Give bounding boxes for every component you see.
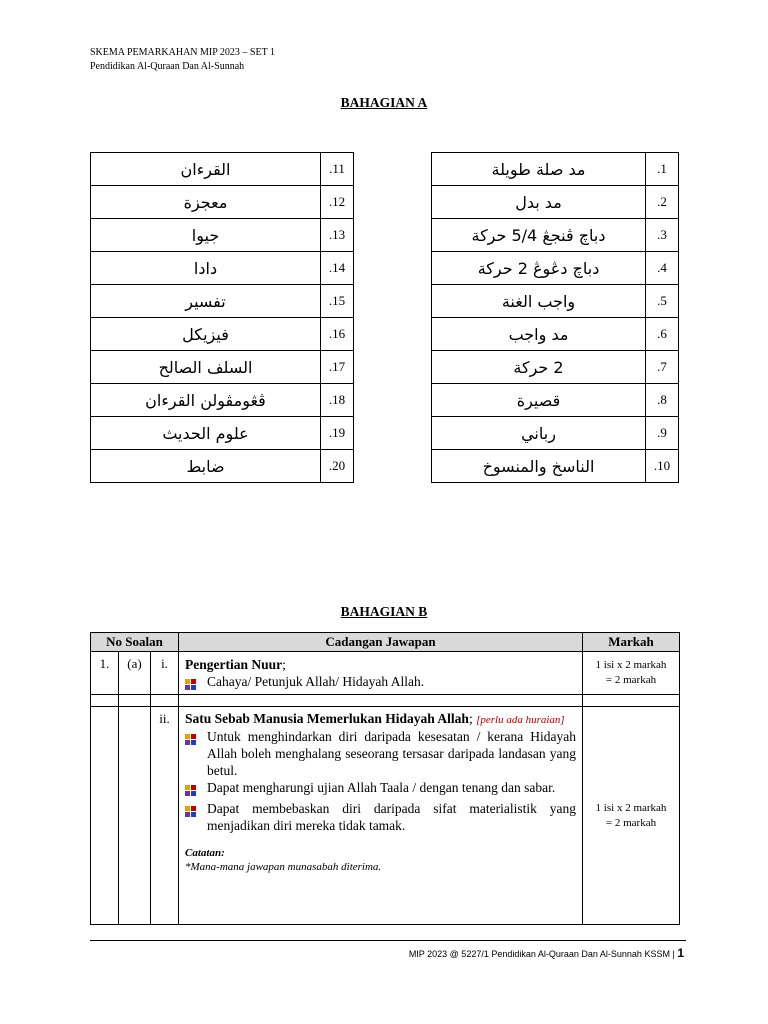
answer-word: قصيرة — [432, 384, 646, 417]
answer-word: ضابط — [91, 450, 321, 483]
document-header — [90, 46, 275, 74]
table-row — [91, 450, 354, 483]
answer-word: فيزيكل — [91, 318, 321, 351]
header-no-soalan: No Soalan — [91, 633, 179, 652]
answer-ii-heading-suffix: ; — [468, 711, 473, 726]
table-row — [91, 318, 354, 351]
section-a-title: BAHAGIAN A — [340, 95, 428, 110]
table-row — [432, 252, 679, 285]
table-row — [432, 219, 679, 252]
item-number: .15 — [321, 285, 354, 318]
section-b-table — [90, 632, 680, 925]
header-jawapan: Cadangan Jawapan — [179, 633, 583, 652]
table-row — [91, 285, 354, 318]
item-number: .14 — [321, 252, 354, 285]
answer-ii-bullet-1: Untuk menghindarkan diri daripada kesesatan / kerana Hidayah Allah boleh menghalang seseorang tersasar daripada landasan yang betul. — [207, 729, 576, 778]
item-number: .2 — [646, 186, 679, 219]
answer-word: السلف الصالح — [91, 351, 321, 384]
catatan-text: *Mana-mana jawapan munasabah diterima. — [185, 861, 382, 873]
bullet-icon — [185, 804, 207, 821]
answer-ii-note: [perlu ada huraian] — [476, 714, 565, 726]
item-number: .8 — [646, 384, 679, 417]
answer-word: دادا — [91, 252, 321, 285]
item-number: .6 — [646, 318, 679, 351]
answer-word: دباچ ڤنجڠ 5/4 حركة — [432, 219, 646, 252]
answer-word: معجزة — [91, 186, 321, 219]
catatan-label: Catatan: — [185, 847, 225, 859]
answer-word: القرءان — [91, 153, 321, 186]
question-number: 1. — [91, 652, 119, 695]
section-b-title: BAHAGIAN B — [340, 604, 428, 619]
table-row — [432, 450, 679, 483]
list-item — [185, 728, 576, 779]
list-item — [185, 673, 576, 694]
table-row — [432, 153, 679, 186]
item-number: .4 — [646, 252, 679, 285]
item-number: .17 — [321, 351, 354, 384]
header-markah: Markah — [583, 633, 680, 652]
item-number: .20 — [321, 450, 354, 483]
table-row — [432, 351, 679, 384]
table-row — [91, 219, 354, 252]
table-row — [91, 351, 354, 384]
table-row — [91, 384, 354, 417]
answer-i-heading-suffix: ; — [282, 657, 286, 672]
answer-word: 2 حركة — [432, 351, 646, 384]
page-footer: MIP 2023 @ 5227/1 Pendidikan Al-Quraan Dan Al-Sunnah KSSM | 1 — [408, 946, 684, 960]
item-number: .10 — [646, 450, 679, 483]
answer-word: دباچ دڠوڠ 2 حركة — [432, 252, 646, 285]
table-row — [432, 318, 679, 351]
table-row — [91, 252, 354, 285]
answer-ii — [179, 707, 583, 925]
marks-i-line2: = 2 markah — [605, 674, 657, 686]
marks-ii-line2: = 2 markah — [605, 816, 657, 829]
answer-word: واجب الغنة — [432, 285, 646, 318]
question-part: (a) — [119, 652, 151, 695]
item-number: .13 — [321, 219, 354, 252]
item-number: .5 — [646, 285, 679, 318]
section-a-right-table — [431, 152, 679, 483]
header-line-1: SKEMA PEMARKAHAN MIP 2023 – SET 1 — [90, 47, 276, 58]
table-row — [432, 384, 679, 417]
marks-ii-line1: 1 isi x 2 markah — [595, 801, 667, 814]
marks-i-line1: 1 isi x 2 markah — [595, 659, 667, 671]
item-number: .16 — [321, 318, 354, 351]
footer-text: MIP 2023 @ 5227/1 Pendidikan Al-Quraan Dan Al-Sunnah KSSM — [408, 949, 670, 959]
answer-word: علوم الحديث — [91, 417, 321, 450]
list-item — [185, 779, 576, 800]
answer-word: تفسير — [91, 285, 321, 318]
page-number: 1 — [677, 946, 684, 960]
section-a-left-table — [90, 152, 354, 483]
question-sub-i: i. — [151, 652, 179, 695]
table-row — [91, 153, 354, 186]
answer-ii-heading: Satu Sebab Manusia Memerlukan Hidayah Allah — [185, 711, 469, 726]
bullet-icon — [185, 732, 207, 749]
answer-i — [179, 652, 583, 695]
answer-word: مد واجب — [432, 318, 646, 351]
bullet-icon — [185, 677, 207, 694]
answer-word: جيوا — [91, 219, 321, 252]
answer-word: مد صلة طويلة — [432, 153, 646, 186]
table-row — [432, 417, 679, 450]
answer-word: رباني — [432, 417, 646, 450]
marks-i — [583, 652, 680, 695]
footer-divider — [90, 940, 686, 941]
item-number: .9 — [646, 417, 679, 450]
answer-word: الناسخ والمنسوخ — [432, 450, 646, 483]
answer-ii-bullet-2: Dapat mengharungi ujian Allah Taala / dengan tenang dan sabar. — [207, 780, 556, 795]
header-line-2: Pendidikan Al-Quraan Dan Al-Sunnah — [90, 61, 245, 72]
item-number: .1 — [646, 153, 679, 186]
item-number: .7 — [646, 351, 679, 384]
answer-i-heading: Pengertian Nuur — [185, 657, 283, 672]
list-item — [185, 800, 576, 834]
item-number: .11 — [321, 153, 354, 186]
table-row — [432, 186, 679, 219]
table-row — [432, 285, 679, 318]
item-number: .18 — [321, 384, 354, 417]
answer-word: مد بدل — [432, 186, 646, 219]
marks-ii — [583, 707, 680, 925]
question-sub-ii: ii. — [151, 707, 179, 925]
answer-ii-bullet-3: Dapat membebaskan diri daripada sifat materialistik yang menjadikan diri mereka tidak tamak. — [207, 801, 576, 833]
answer-word: ڤڠومڤولن القرءان — [91, 384, 321, 417]
item-number: .12 — [321, 186, 354, 219]
item-number: .19 — [321, 417, 354, 450]
table-row — [91, 186, 354, 219]
table-row — [91, 417, 354, 450]
answer-i-bullet-1: Cahaya/ Petunjuk Allah/ Hidayah Allah. — [207, 674, 425, 689]
item-number: .3 — [646, 219, 679, 252]
bullet-icon — [185, 783, 207, 800]
